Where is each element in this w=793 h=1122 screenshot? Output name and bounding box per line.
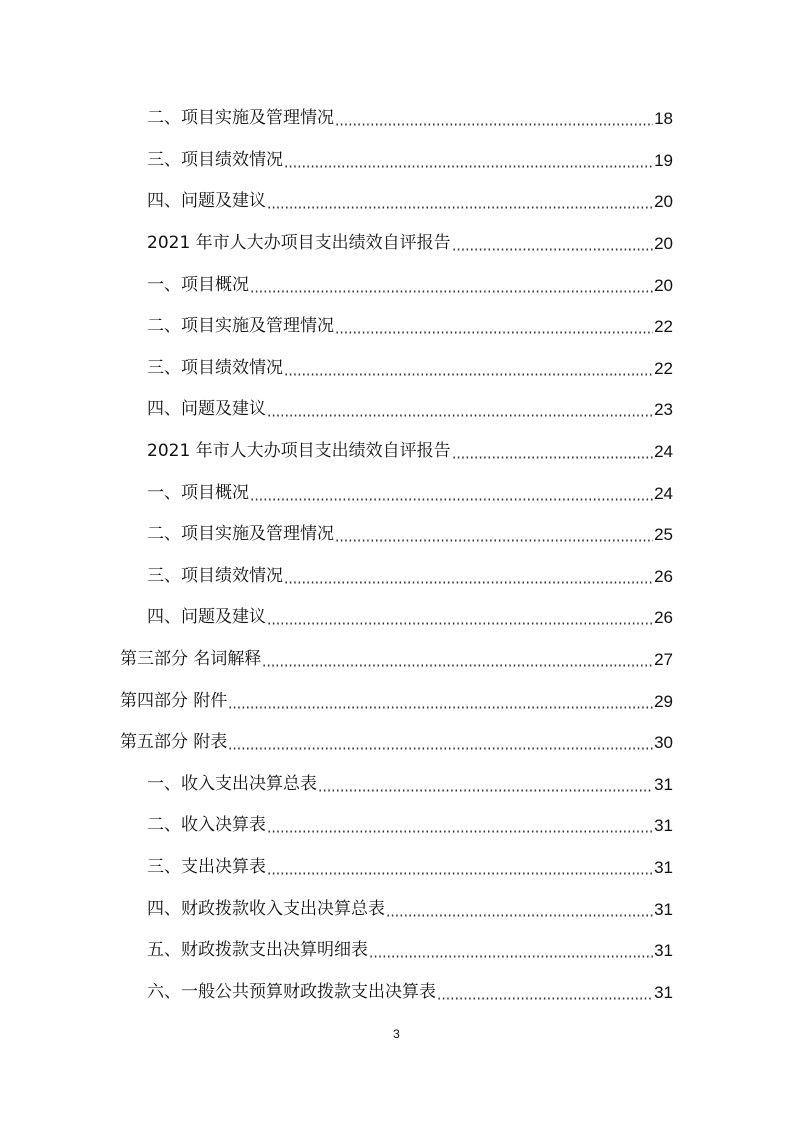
toc-entry[interactable] — [0, 140, 793, 182]
toc-entry-page: 31 — [654, 857, 673, 877]
toc-dot-leader — [318, 789, 653, 792]
toc-entry-title: 二、项目实施及管理情况 — [147, 316, 334, 337]
toc-dot-leader — [452, 248, 653, 251]
toc-entry[interactable] — [0, 264, 793, 306]
toc-entry-title: 二、收入决算表 — [147, 815, 266, 836]
toc-entry-page: 29 — [654, 691, 673, 711]
toc-entry-title: 2021 年市人大办项目支出绩效自评报告 — [147, 441, 451, 462]
toc-entry-title: 第三部分 名词解释 — [120, 649, 262, 670]
toc-dot-leader — [228, 747, 653, 750]
toc-entry[interactable] — [0, 680, 793, 722]
toc-dot-leader — [284, 165, 653, 168]
toc-dot-leader — [284, 373, 653, 376]
toc-entry-page: 20 — [654, 192, 673, 212]
toc-dot-leader — [250, 290, 653, 293]
toc-entry-page: 27 — [654, 650, 673, 670]
toc-entry-page: 25 — [654, 525, 673, 545]
toc-entry[interactable] — [0, 888, 793, 930]
toc-entry-page: 18 — [654, 109, 673, 129]
toc-entry[interactable] — [0, 597, 793, 639]
toc-entry-title: 一、收入支出决算总表 — [147, 773, 317, 794]
toc-dot-leader — [267, 414, 653, 417]
toc-entry-title: 六、一般公共预算财政拨款支出决算表 — [147, 981, 436, 1002]
toc-dot-leader — [267, 622, 653, 625]
table-of-contents — [0, 98, 793, 1013]
toc-entry[interactable] — [0, 764, 793, 806]
toc-dot-leader — [267, 830, 653, 833]
toc-entry[interactable] — [0, 223, 793, 265]
toc-entry[interactable] — [0, 930, 793, 972]
toc-entry-page: 31 — [654, 941, 673, 961]
toc-entry-page: 22 — [654, 317, 673, 337]
toc-entry[interactable] — [0, 722, 793, 764]
toc-entry-title: 三、支出决算表 — [147, 856, 266, 877]
toc-entry[interactable] — [0, 389, 793, 431]
toc-entry-title: 三、项目绩效情况 — [147, 357, 283, 378]
toc-entry-page: 20 — [654, 275, 673, 295]
toc-entry-page: 31 — [654, 899, 673, 919]
page-number: 3 — [393, 1027, 400, 1041]
toc-dot-leader — [386, 914, 653, 917]
toc-entry-title: 四、问题及建议 — [147, 399, 266, 420]
toc-entry-page: 24 — [654, 483, 673, 503]
toc-dot-leader — [267, 206, 653, 209]
toc-dot-leader — [250, 498, 653, 501]
toc-dot-leader — [335, 539, 653, 542]
toc-entry-title: 三、项目绩效情况 — [147, 565, 283, 586]
toc-entry-title: 四、财政拨款收入支出决算总表 — [147, 898, 385, 919]
toc-entry-title: 四、问题及建议 — [147, 191, 266, 212]
toc-entry-title: 四、问题及建议 — [147, 607, 266, 628]
toc-entry[interactable] — [0, 805, 793, 847]
toc-entry-page: 31 — [654, 816, 673, 836]
toc-entry[interactable] — [0, 514, 793, 556]
toc-entry-page: 31 — [654, 774, 673, 794]
toc-dot-leader — [284, 581, 653, 584]
toc-entry-page: 19 — [654, 150, 673, 170]
toc-dot-leader — [335, 123, 653, 126]
toc-dot-leader — [437, 997, 653, 1000]
toc-entry[interactable] — [0, 431, 793, 473]
toc-entry-page: 31 — [654, 982, 673, 1002]
toc-entry-title: 第四部分 附件 — [120, 690, 228, 711]
toc-dot-leader — [267, 872, 653, 875]
toc-entry-title: 第五部分 附表 — [120, 732, 228, 753]
toc-entry[interactable] — [0, 98, 793, 140]
toc-entry[interactable] — [0, 971, 793, 1013]
toc-entry-title: 一、项目概况 — [147, 274, 249, 295]
toc-entry-title: 二、项目实施及管理情况 — [147, 108, 334, 129]
toc-entry-page: 20 — [654, 234, 673, 254]
toc-entry-page: 26 — [654, 608, 673, 628]
toc-entry[interactable] — [0, 472, 793, 514]
toc-entry[interactable] — [0, 639, 793, 681]
toc-entry-title: 一、项目概况 — [147, 482, 249, 503]
toc-entry-page: 22 — [654, 358, 673, 378]
toc-entry-title: 三、项目绩效情况 — [147, 149, 283, 170]
toc-entry-page: 26 — [654, 566, 673, 586]
toc-dot-leader — [452, 456, 653, 459]
toc-entry[interactable] — [0, 847, 793, 889]
toc-entry-page: 23 — [654, 400, 673, 420]
toc-dot-leader — [369, 955, 653, 958]
toc-entry[interactable] — [0, 556, 793, 598]
toc-entry[interactable] — [0, 306, 793, 348]
toc-dot-leader — [262, 664, 653, 667]
toc-entry-page: 30 — [654, 733, 673, 753]
toc-entry-title: 五、财政拨款支出决算明细表 — [147, 940, 368, 961]
toc-entry-title: 2021 年市人大办项目支出绩效自评报告 — [147, 233, 451, 254]
toc-dot-leader — [335, 331, 653, 334]
toc-dot-leader — [228, 706, 653, 709]
toc-entry-page: 24 — [654, 442, 673, 462]
toc-entry[interactable] — [0, 181, 793, 223]
toc-entry-title: 二、项目实施及管理情况 — [147, 524, 334, 545]
toc-entry[interactable] — [0, 348, 793, 390]
